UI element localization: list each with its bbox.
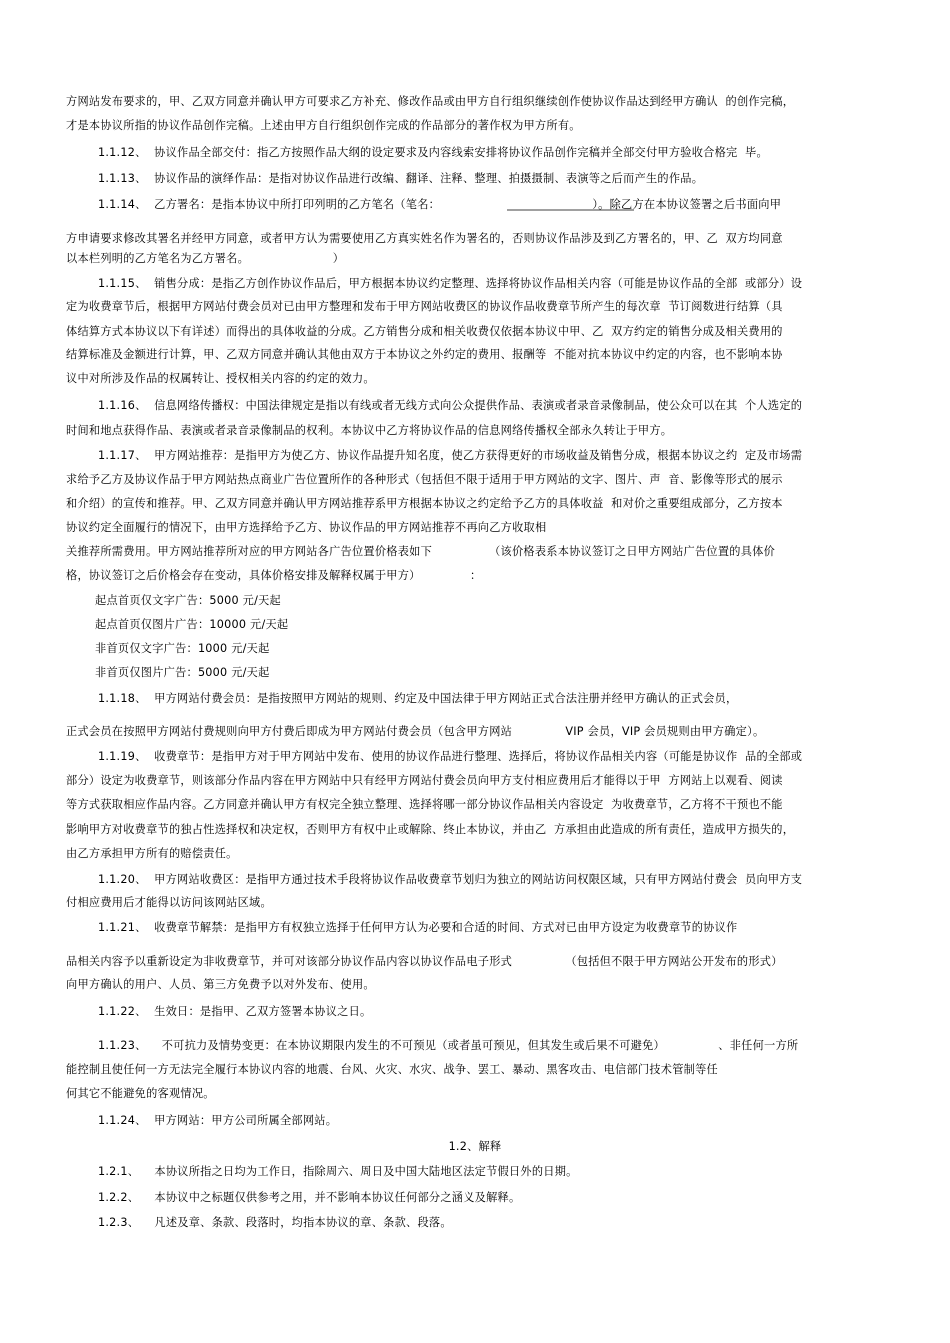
text-line: 1.2.3、 凡述及章、条款、段落时，均指本协议的章、条款、段落。 [98, 1216, 452, 1229]
text-line: 1.1.21、 收费章节解禁：是指甲方有权独立选择于任何甲方认为必要和合适的时间、方式对已由甲方设定为收费章节的协议作 [98, 921, 738, 934]
text-line: 1.1.22、 生效日：是指甲、乙双方签署本协议之日。 [98, 1005, 372, 1018]
text-line: 才是本协议所指的协议作品创作完稿。上述由甲方自行组织创作完成的作品部分的著作权为甲方所有。 [66, 119, 581, 132]
text-line: 结算标准及金额进行计算，甲、乙双方同意并确认其他由双方于本协议之外约定的费用、报酬等 不能对抗本协议中约定的内容，也不影响本协 [66, 348, 783, 361]
text-line: 体结算方式本协议以下有详述）而得出的具体收益的分成。乙方销售分成和相关收费仅依据本协议中甲、乙 双方约定的销售分成及相关费用的 [66, 325, 783, 338]
text-line: 1.2.2、 本协议中之标题仅供参考之用，并不影响本协议任何部分之涵义及解释。 [98, 1191, 521, 1204]
text-line: 1.1.15、 销售分成：是指乙方创作协议作品后，甲方根据本协议约定整理、选择将协议作品相关内容（可能是协议作品的全部 或部分）设 [98, 277, 803, 290]
text-line: 协议约定全面履行的情况下，由甲方选择给予乙方、协议作品的甲方网站推荐不再向乙方收取相 [66, 521, 547, 534]
text-line: 非首页仅文字广告：1000 元/天起 [95, 642, 270, 655]
text-line: 1.1.23、 不可抗力及情势变更：在本协议期限内发生的不可预见（或者虽可预见，但其发生或后果不可避免） 、非任何一方所 [98, 1039, 799, 1052]
text-line: 1.1.18、 甲方网站付费会员：是指按照甲方网站的规则、约定及中国法律于甲方网站正式合法注册并经甲方确认的正式会员， [98, 692, 738, 705]
text-line: 1.1.14、 乙方署名：是指本协议中所打印列明的乙方笔名（笔名： ）。除乙方在本协议签署之后书面向甲 [98, 198, 782, 211]
text-line: 以本栏列明的乙方笔名为乙方署名。 ） [66, 252, 345, 265]
text-line: 格，协议签订之后价格会存在变动，具体价格安排及解释权属于甲方） ： [66, 569, 482, 582]
text-line: 1.1.20、 甲方网站收费区：是指甲方通过技术手段将协议作品收费章节划归为独立的网站访问权限区域，只有甲方网站付费会 员向甲方支 [98, 873, 803, 886]
text-line: 时间和地点获得作品、表演或者录音录像制品的权利。本协议中乙方将协议作品的信息网络传播权全部永久转让于甲方。 [66, 424, 673, 437]
text-line: 方申请要求修改其署名并经甲方同意，或者甲方认为需要使用乙方真实姓名作为署名的，否则协议作品涉及到乙方署名的，甲、乙 双方均同意 [66, 232, 783, 245]
text-line: 部分）设定为收费章节，则该部分作品内容在甲方网站中只有经甲方网站付费会员向甲方支付相应费用后才能得以于甲 方网站上以观看、阅读 [66, 774, 783, 787]
text-line: 起点首页仅图片广告：10000 元/天起 [95, 618, 289, 631]
text-line: 何其它不能避免的客观情况。 [66, 1087, 215, 1100]
text-line: 付相应费用后才能得以访问该网站区域。 [66, 896, 272, 909]
text-line: 1.1.16、 信息网络传播权：中国法律规定是指以有线或者无线方式向公众提供作品、表演或者录音录像制品，使公众可以在其 个人选定的 [98, 399, 803, 412]
text-line: 1.2.1、 本协议所指之日均为工作日，指除周六、周日及中国大陆地区法定节假日外的日期。 [98, 1165, 578, 1178]
text-line: 能控制且使任何一方无法完全履行本协议内容的地震、台风、火灾、水灾、战争、罢工、暴动、黑客攻击、电信部门技术管制等任 [66, 1063, 718, 1076]
text-line: 由乙方承担甲方所有的赔偿责任。 [66, 847, 238, 860]
text-line: 1.1.24、 甲方网站：甲方公司所属全部网站。 [98, 1114, 338, 1127]
text-line: 非首页仅图片广告：5000 元/天起 [95, 666, 270, 679]
text-line: 1.1.19、 收费章节：是指甲方对于甲方网站中发布、使用的协议作品进行整理、选择后，将协议作品相关内容（可能是协议作 品的全部或 [98, 750, 803, 763]
text-line: 和介绍）的宣传和推荐。甲、乙双方同意并确认甲方网站推荐系甲方根据本协议之约定给予乙方的具体收益 和对价之重要组成部分，乙方按本 [66, 497, 783, 510]
text-line: 起点首页仅文字广告：5000 元/天起 [95, 594, 281, 607]
text-line: 品相关内容予以重新设定为非收费章节，并可对该部分协议作品内容以协议作品电子形式 （包括但不限于甲方网站公开发布的形式） [66, 955, 783, 968]
text-line: 等方式获取相应作品内容。乙方同意并确认甲方有权完全独立整理、选择将哪一部分协议作品相关内容设定 为收费章节，乙方将不干预也不能 [66, 798, 783, 811]
text-line: 影响甲方对收费章节的独占性选择权和决定权，否则甲方有权中止或解除、终止本协议，并由乙 方承担由此造成的所有责任，造成甲方损失的， [66, 823, 795, 836]
text-line: 议中对所涉及作品的权属转让、授权相关内容的约定的效力。 [66, 372, 375, 385]
text-line: 向甲方确认的用户、人员、第三方免费予以对外发布、使用。 [66, 978, 375, 991]
text-line: 定为收费章节后，根据甲方网站付费会员对已由甲方整理和发布于甲方网站收费区的协议作品收费章节所产生的每次章 节订阅数进行结算（具 [66, 300, 783, 313]
text-line: 关推荐所需费用。甲方网站推荐所对应的甲方网站各广告位置价格表如下 （该价格表系本协议签订之日甲方网站广告位置的具体价 [66, 545, 776, 558]
section-heading: 1.2、解释 [448, 1140, 502, 1153]
text-line: 求给予乙方及协议作品于甲方网站热点商业广告位置所作的各种形式（包括但不限于适用于甲方网站的文字、图片、声 音、影像等形式的展示 [66, 473, 783, 486]
text-line: 1.1.17、 甲方网站推荐：是指甲方为使乙方、协议作品提升知名度，使乙方获得更好的市场收益及销售分成，根据本协议之约 定及市场需 [98, 449, 803, 462]
text-line: 1.1.13、 协议作品的演绎作品：是指对协议作品进行改编、翻译、注释、整理、拍摄摄制、表演等之后而产生的作品。 [98, 172, 704, 185]
text-line: 1.1.12、 协议作品全部交付：指乙方按照作品大纲的设定要求及内容线索安排将协议作品创作完稿并全部交付甲方验收合格完 毕。 [98, 146, 768, 159]
text-line: 方网站发布要求的，甲、乙双方同意并确认甲方可要求乙方补充、修改作品或由甲方自行组织继续创作使协议作品达到经甲方确认 的创作完稿， [66, 95, 795, 108]
text-line: 正式会员在按照甲方网站付费规则向甲方付费后即成为甲方网站付费会员（包含甲方网站 VIP 会员，VIP 会员规则由甲方确定）。 [66, 725, 765, 738]
